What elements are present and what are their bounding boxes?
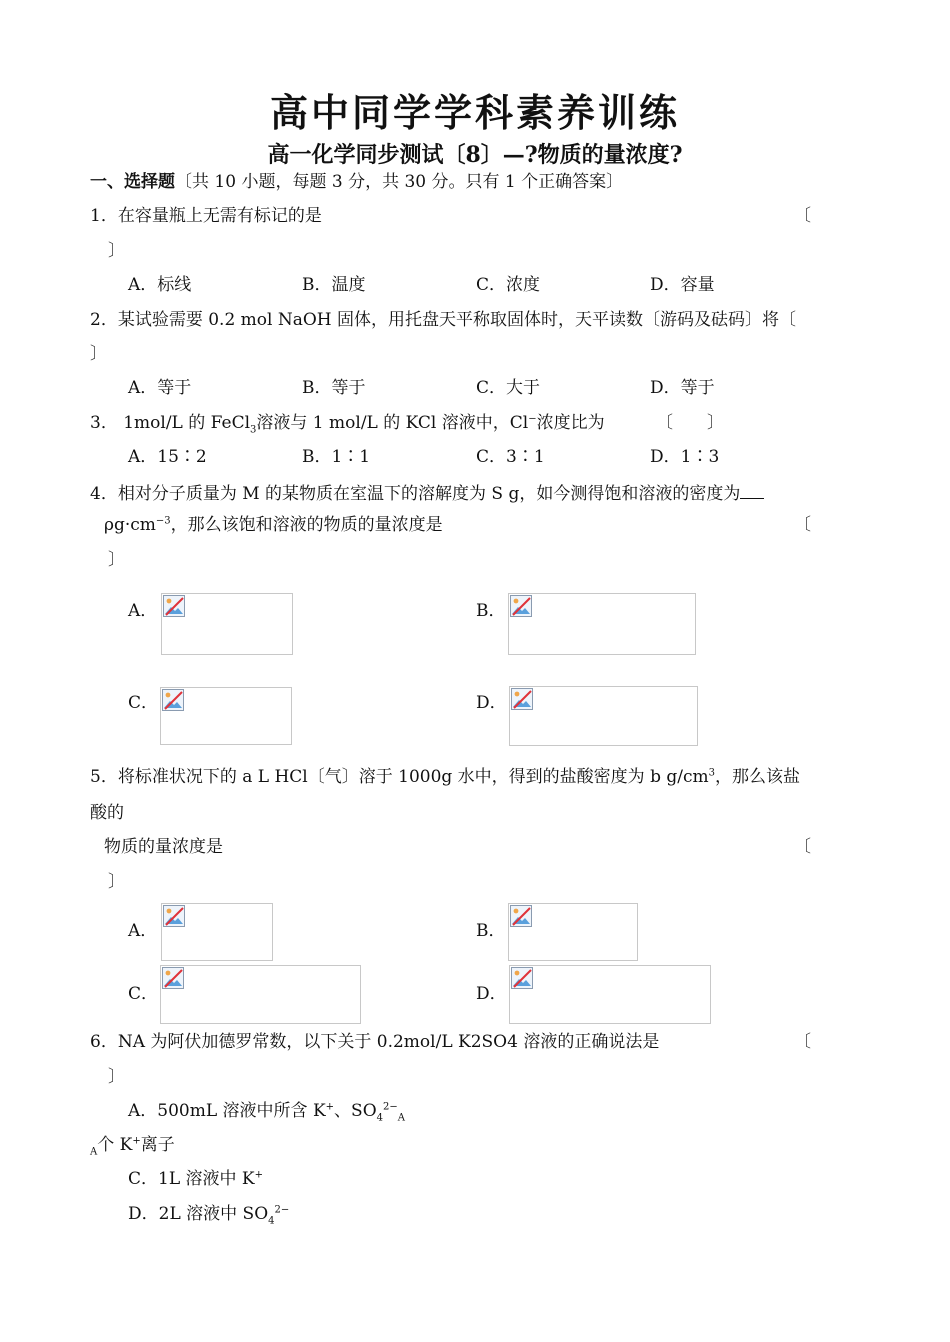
- q1-option-a: A．标线: [128, 275, 192, 295]
- q4-stem-line2: $\rho g\cdot cm^{-3}$，那么该饱和溶液的物质的量浓度是: [104, 515, 443, 535]
- q5-option-d-formula-image: [509, 965, 711, 1024]
- q6-option-a: A．500mL 溶液中所含 K+、$SO_4^{2-}_A$: [128, 1101, 405, 1124]
- q3-option-a: A．15∶2: [128, 447, 207, 467]
- section-instructions: 〔共 10 小题，每题 3 分，共 30 分。只有 1 个正确答案〕: [175, 172, 624, 192]
- broken-image-icon: [162, 689, 184, 711]
- section-heading: 一、选择题: [90, 172, 175, 192]
- page-title: 高中同学学科素养训练: [269, 91, 680, 135]
- q2-answer-paren-close: 〕: [90, 344, 107, 364]
- broken-image-icon: [511, 967, 533, 989]
- q4-option-b-label: B．: [476, 601, 506, 621]
- q4-answer-paren-close: 〕: [108, 550, 125, 570]
- q5-option-c-label: C．: [128, 984, 159, 1004]
- q2-option-d: D．等于: [650, 378, 715, 398]
- q5-option-c-formula-image: [160, 965, 361, 1024]
- q5-option-b-formula-image: [508, 903, 638, 961]
- q4-option-d-formula-image: [509, 686, 698, 746]
- q4-option-a-label: A．: [128, 601, 158, 621]
- q3-option-d: D．1∶3: [650, 447, 720, 467]
- q5-answer-paren-close: 〕: [108, 872, 125, 892]
- q1-option-b: B．温度: [302, 275, 366, 295]
- q4-stem: 4．相对分子质量为 M 的某物质在室温下的溶解度为 S g，如今测得饱和溶液的密度为: [90, 483, 764, 503]
- broken-image-icon: [162, 967, 184, 989]
- q4-answer-paren-open: 〔: [794, 515, 811, 535]
- q4-option-b-formula-image: [508, 593, 696, 655]
- q5-option-b-label: B．: [476, 921, 506, 941]
- q2-option-c: C．大于: [476, 378, 541, 398]
- q3-answer-bracket: 〔 〕: [656, 413, 724, 433]
- broken-image-icon: [163, 595, 185, 617]
- q6-stem: 6．NA 为阿伏加德罗常数，以下关于 0.2mol/L K2SO4 溶液的正确说法是: [90, 1032, 660, 1052]
- q3-stem: 3． 1mol/L 的 FeCl$_3$溶液与 1 mol/L 的 KCl 溶液中，Cl−浓度比为: [90, 413, 605, 436]
- q5-option-a-formula-image: [161, 903, 273, 961]
- q4-option-a-formula-image: [161, 593, 293, 655]
- q5-stem-line2: 酸的: [90, 803, 124, 823]
- broken-image-icon: [163, 905, 185, 927]
- q5-option-a-label: A．: [128, 921, 158, 941]
- q6-answer-paren-close: 〕: [108, 1067, 125, 1087]
- q3-option-c: C．3∶1: [476, 447, 545, 467]
- q4-option-c-formula-image: [160, 687, 292, 745]
- q3-option-b: B．1∶1: [302, 447, 371, 467]
- q1-option-d: D．容量: [650, 275, 715, 295]
- broken-image-icon: [511, 688, 533, 710]
- q1-answer-paren-close: 〕: [108, 241, 125, 261]
- q5-stem-line3: 物质的量浓度是: [104, 837, 223, 857]
- q4-option-d-label: D．: [476, 693, 507, 713]
- page-subtitle: 高一化学同步测试〔8〕—?物质的量浓度?: [267, 142, 683, 168]
- q2-option-a: A．等于: [128, 378, 192, 398]
- q2-option-b: B．等于: [302, 378, 366, 398]
- q5-option-d-label: D．: [476, 984, 507, 1004]
- q6-option-c: C．1L 溶液中 K+: [128, 1169, 264, 1189]
- broken-image-icon: [510, 595, 532, 617]
- q5-answer-paren-open: 〔: [794, 837, 811, 857]
- q6-answer-paren-open: 〔: [794, 1032, 811, 1052]
- q1-option-c: C．浓度: [476, 275, 541, 295]
- broken-image-icon: [510, 905, 532, 927]
- q4-blank-line: [740, 483, 764, 499]
- q1-stem: 1．在容量瓶上无需有标记的是: [90, 206, 322, 226]
- q4-option-c-label: C．: [128, 693, 159, 713]
- q6-option-d: D．2L 溶液中 $SO_4^{2-}$: [128, 1204, 290, 1227]
- q6-option-b-continuation: $_A$个 K+离子: [90, 1135, 175, 1158]
- q1-answer-paren-open: 〔: [794, 206, 811, 226]
- q2-stem: 2．某试验需要 0.2 mol NaOH 固体，用托盘天平称取固体时，天平读数〔游码及砝码〕将〔: [90, 310, 797, 330]
- section-heading-row: [90, 174, 623, 191]
- q5-stem: 5．将标准状况下的 a L HCl〔气〕溶于 1000g 水中，得到的盐酸密度为 b $g/cm^3$，那么该盐: [90, 767, 800, 787]
